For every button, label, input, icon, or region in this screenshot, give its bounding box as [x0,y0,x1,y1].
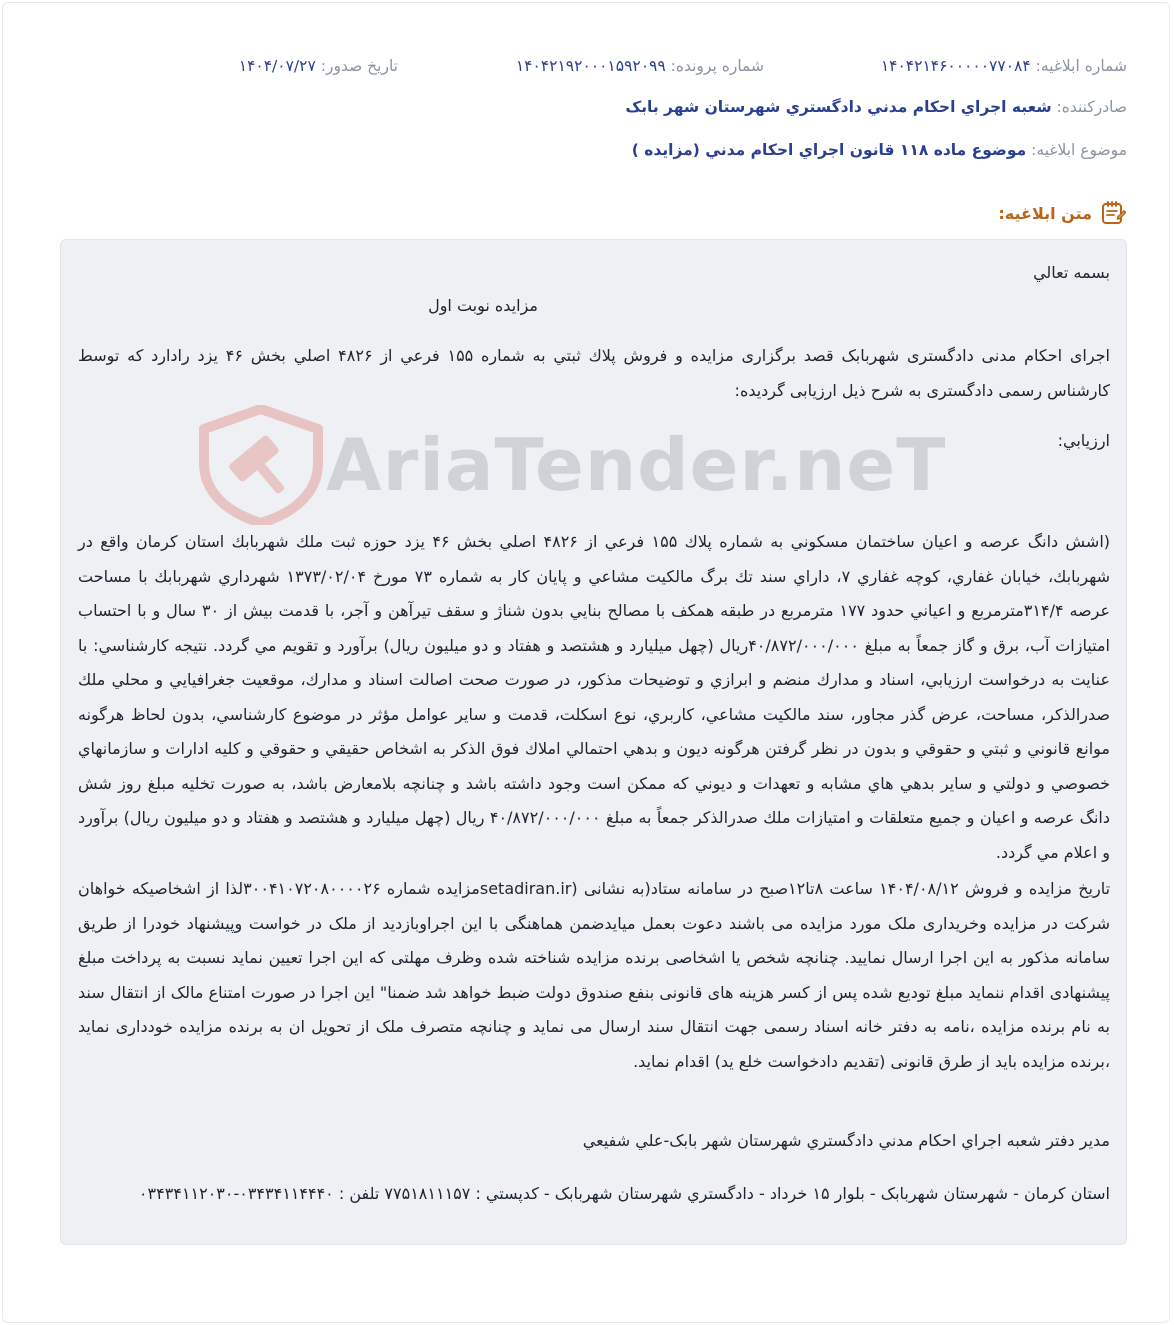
intro-paragraph: اجرای احکام مدنی دادگستری شهربابک قصد برگزاری مزایده و فروش پلاك ثبتي به شماره ۱۵۵ فرعي از ۴۸۲۶ اصلي بخش ۴۶ يزد رادارد كه توسط كارشناس رسمی دادگستری به شرح ذیل ارزیابی گردیده: [78,346,1110,400]
case-number-value: ۱۴۰۴۲۱۹۲۰۰۰۱۵۹۲۰۹۹ [515,57,666,75]
notice-number [881,57,1127,75]
evaluation-label: ارزيابي: [1057,431,1110,450]
greeting-text: بسمه تعالي [1033,263,1110,282]
meta-row-issuer [0,98,1174,126]
subject-value: موضوع ماده ۱۱۸ قانون اجراي احکام مدني (مزايده ) [631,141,1027,159]
issue-date-value: ۱۴۰۴/۰۷/۲۷ [238,57,316,75]
auction-info-paragraph: تاریخ مزایده و فروش ۱۴۰۴/۰۸/۱۲ ساعت ۸تا۱۲صبح در سامانه ستاد(به نشانی (setadiran.irمزایده شماره ۳۰۰۴۱۰۷۲۰۸۰۰۰۰۲۶لذا از اشخاصیکه خواهان شرکت در مزایده وخریداری ملک مورد مزایده می باشند دعوت بعمل میایدضمن هماهنگی با این اجراوبازدید از ملک در خواست وپیشنهاد خودرا از طریق سامانه مذکور به این اجرا ارسال نمایید. چنانچه شخص یا اشخاصی برنده مزایده شناخته شده وظرف مهلتی که این اجرا تعیین نماید نسبت به پرداخت مبلغ پیشنهادی اقدام ننماید مبلغ تودیع شده پس از کسر هزینه های قانونی بنفع صندوق دولت ضبط خواهد شد ضمنا" این اجرا در صورت امتناع مالک از انتقال سند به نام برنده مزایده ،نامه به دفتر خانه اسناد رسمی جهت انتقال سند ارسال می نماید و چنانچه متصرف ملک از تحویل ان به برنده مزایده خودداری نماید ،برنده مزایده باید از طرق قانونی (تقدیم دادخواست خلع ید) اقدام نماید. [78,879,1111,1071]
auction-heading: مزايده نوبت اول [428,296,538,315]
watermark-text: AriaTender.neT [326,423,947,507]
case-number-label: شماره پرونده: [670,57,764,75]
notice-text-heading [998,200,1126,226]
issuer-value: شعبه اجراي احکام مدني دادگستري شهرستان شهر بابک [625,98,1052,116]
evaluation-paragraph: (اشش دانگ عرصه و اعيان ساختمان مسكوني به شماره پلاك ۱۵۵ فرعي از ۴۸۲۶ اصلي بخش ۴۶ يزد حوزه ثبت ملك شهربابك استان كرمان واقع در شهربابك، خيابان غفاري، كوچه غفاري ۷، داراي سند تك برگ مالكيت مشاعي و پايان كار به شماره ۷۳ مورخ ۱۳۷۳/۰۲/۰۴ شهرداري شهربابك با مساحت عرصه ۳۱۴/۴مترمربع و اعياني حدود ۱۷۷ مترمربع در طبقه همكف با مصالح بنايي بدون شناژ و سقف تيرآهن و آجر، با قدمت بيش از ۳۰ سال و با احتساب امتيازات آب، برق و گاز جمعاً به مبلغ ۴۰/۸۷۲/۰۰۰/۰۰۰ريال (چهل ميليارد و هشتصد و هفتاد و دو ميليون ريال) برآورد و تقويم مي گردد. نتيجه كارشناسي: با عنايت به درخواست ارزيابي، اسناد و مدارك منضم و ابرازي و توضيحات مذكور، در صورت صحت اصالت اسناد و مدارك، موقعيت جغرافيايي و محلي ملك صدرالذكر، مساحت، عرض گذر مجاور، سند مالكيت مشاعي، كاربري، نوع اسكلت، قدمت و ساير عوامل مؤثر در موضوع كارشناسي، بدون لحاظ هرگونه موانع قانوني و ثبتي و حقوقي و بدون در نظر گرفتن هرگونه ديون و بدهي احتمالي املاك فوق الذكر به اشخاص حقيقي و حقوقي و كليه ادارات و سازمانهاي خصوصي و دولتي و ساير بدهي هاي مشابه و تعهدات و ديوني كه ممكن است وجود داشته باشد و چنانچه بلامعارض باشد، به صورت تخليه مبلغ روز شش دانگ عرصه و اعيان و جميع متعلقات و امتيازات ملك صدرالذكر جمعاً به مبلغ ۴۰/۸۷۲/۰۰۰/۰۰۰ ريال (چهل ميليارد و هشتصد و هفتاد و دو ميليون ريال) برآورد و اعلام مي گردد. [78,532,1111,862]
issuer [625,98,1127,116]
case-number [516,57,764,75]
notice-text-title: متن ابلاغيه: [998,203,1092,223]
issuer-label: صادرکننده: [1056,98,1127,116]
subject-label: موضوع ابلاغيه: [1031,141,1127,159]
meta-row-numbers [0,57,1174,85]
signature-text: مدير دفتر شعبه اجراي احکام مدني دادگستري شهرستان شهر بابک-علي شفيعي [582,1131,1110,1150]
issue-date [239,57,398,75]
notepad-icon [1100,200,1126,226]
notice-number-label: شماره ابلاغيه: [1035,57,1127,75]
issue-date-label: تاريخ صدور: [320,57,398,75]
notice-number-value: ۱۴۰۴۲۱۴۶۰۰۰۰۰۷۷۰۸۴ [880,57,1031,75]
address-text: استان کرمان - شهرستان شهربابک - بلوار ۱۵ خرداد - دادگستري شهرستان شهربابک - کدپستي : ۷۷۵۱۸۱۱۱۵۷ تلفن : ۰۳۴۳۴۱۱۴۴۴۰-۰۳۴۳۴۱۱۲۰۳۰ [138,1184,1110,1203]
subject [632,141,1127,159]
meta-row-subject [0,141,1174,169]
